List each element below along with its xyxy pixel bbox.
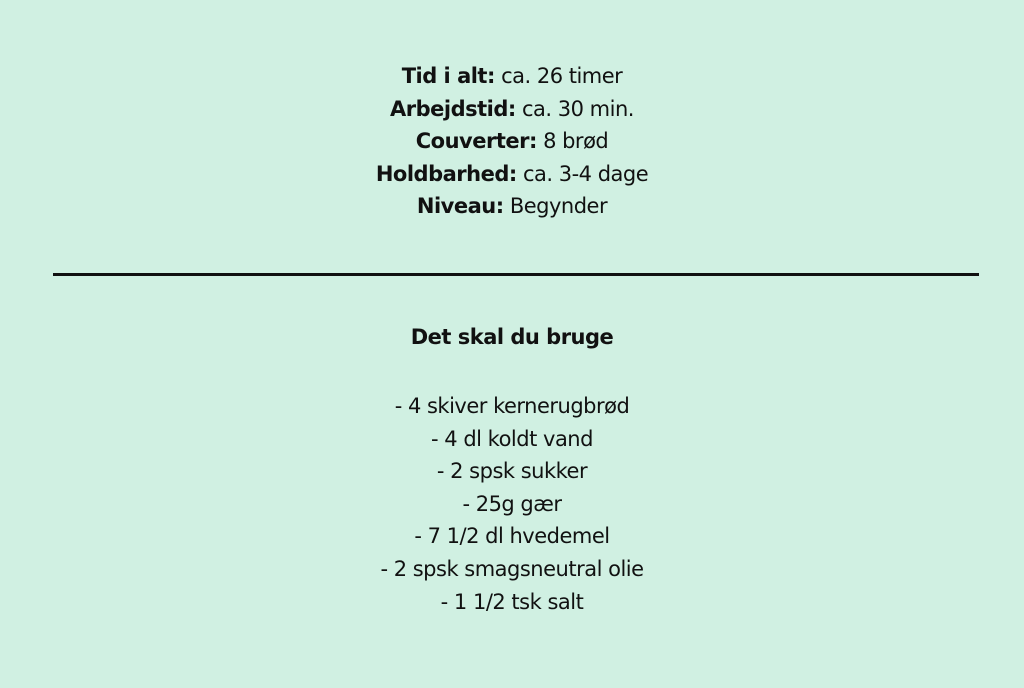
fact-value: 8 brød [543, 129, 609, 153]
fact-total-time [0, 60, 1024, 93]
fact-label: Arbejdstid: [390, 96, 516, 121]
ingredient-item: - 4 dl koldt vand [431, 426, 593, 451]
fact-value: ca. 26 timer [501, 64, 623, 88]
fact-level [0, 190, 1024, 223]
fact-servings [0, 125, 1024, 158]
fact-label: Niveau: [416, 194, 504, 218]
ingredient-item: - 7 1/2 dl hvedemel [414, 524, 610, 549]
ingredient-item: - 2 spsk sukker [436, 459, 588, 484]
fact-value: ca. 3-4 dage [522, 161, 649, 186]
fact-label: Holdbarhed: [375, 161, 517, 186]
ingredient-item: - 2 spsk smagsneutral olie [380, 556, 644, 581]
section-divider [53, 273, 979, 276]
fact-value: Begynder [509, 194, 608, 218]
ingredient-item: - 4 skiver kernerugbrød [394, 394, 630, 418]
ingredient-item: - 1 1/2 tsk salt [440, 589, 584, 614]
fact-label: Couverter: [415, 129, 537, 153]
ingredients-title: Det skal du bruge [410, 325, 614, 349]
fact-shelf-life [0, 158, 1024, 191]
ingredient-item: - 25g gær [462, 491, 562, 516]
ingredients-list [0, 390, 1024, 618]
recipe-facts [0, 60, 1024, 223]
fact-value: ca. 30 min. [522, 96, 634, 121]
fact-label: Tid i alt: [401, 64, 495, 88]
fact-work-time [0, 93, 1024, 126]
